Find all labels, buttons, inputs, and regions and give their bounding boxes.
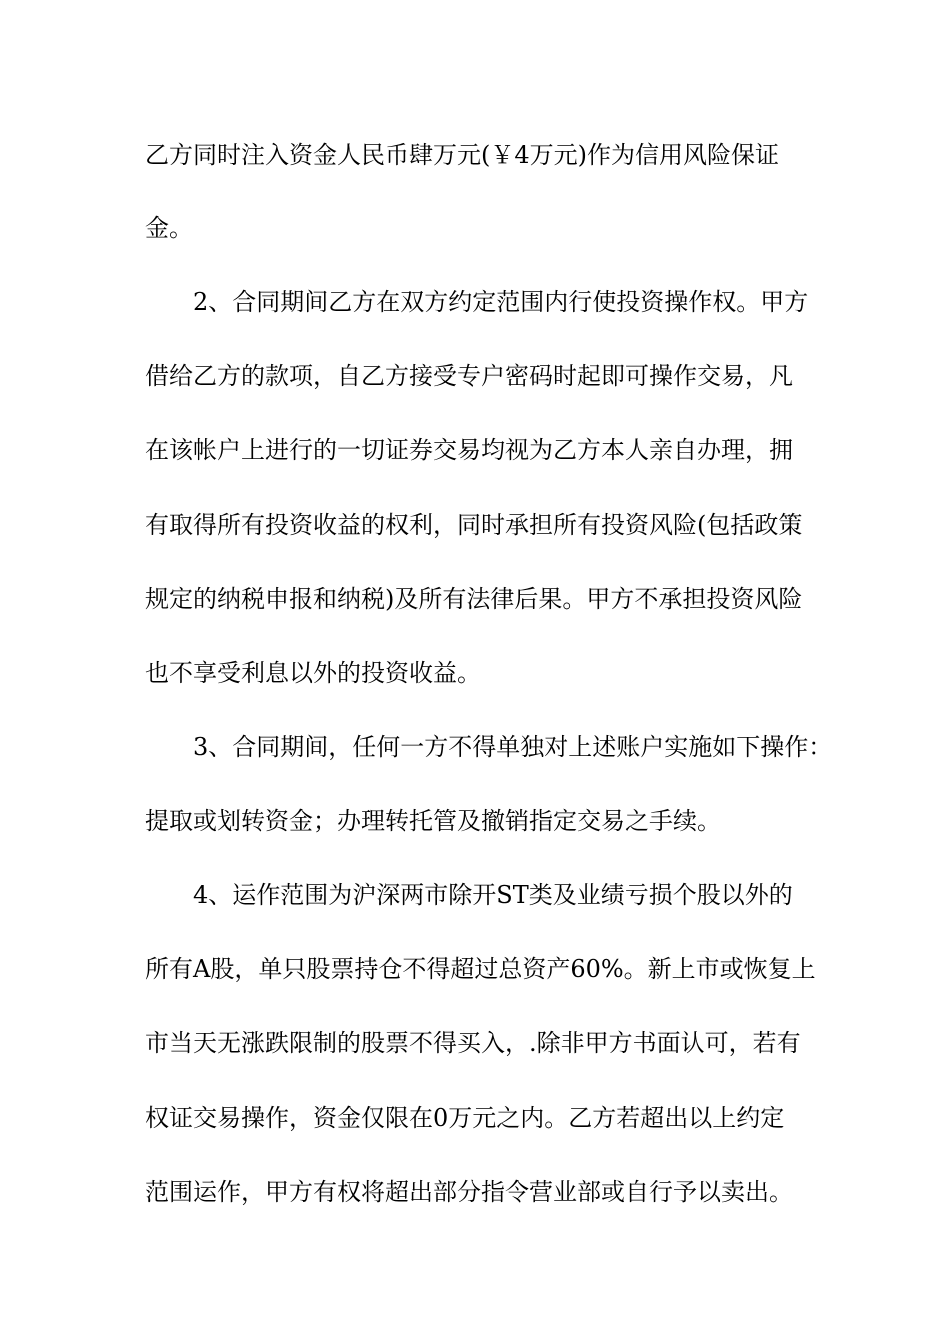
text-line: 乙方同时注入资金人民币肆万元(￥4万元)作为信用风险保证 [145,141,779,169]
text-line: 提取或划转资金；办理转托管及撤销指定交易之手续。 [145,807,721,835]
paragraph-3-first-line: 3、合同期间，任何一方不得单独对上述账户实施如下操作： [193,733,833,761]
text-line: 借给乙方的款项，自乙方接受专户密码时起即可操作交易，凡 [145,362,793,390]
text-line: 也不享受利息以外的投资收益。 [145,659,481,687]
text-line: 市当天无涨跌限制的股票不得买入，.除非甲方书面认可，若有 [145,1029,801,1057]
text-line: 范围运作，甲方有权将超出部分指令营业部或自行予以卖出。 [145,1178,793,1206]
text-line: 规定的纳税申报和纳税)及所有法律后果。甲方不承担投资风险 [145,585,803,613]
text-line: 在该帐户上进行的一切证券交易均视为乙方本人亲自办理，拥 [145,436,793,464]
text-line: 有取得所有投资收益的权利，同时承担所有投资风险(包括政策 [145,511,803,539]
paragraph-2-first-line: 2、合同期间乙方在双方约定范围内行使投资操作权。甲方 [193,288,809,316]
paragraph-4-first-line: 4、运作范围为沪深两市除开ST类及业绩亏损个股以外的 [193,881,793,909]
text-line: 权证交易操作，资金仅限在0万元之内。乙方若超出以上约定 [145,1104,785,1132]
text-line: 金。 [145,214,193,242]
text-line: 所有A股，单只股票持仓不得超过总资产60%。新上市或恢复上 [145,955,816,983]
